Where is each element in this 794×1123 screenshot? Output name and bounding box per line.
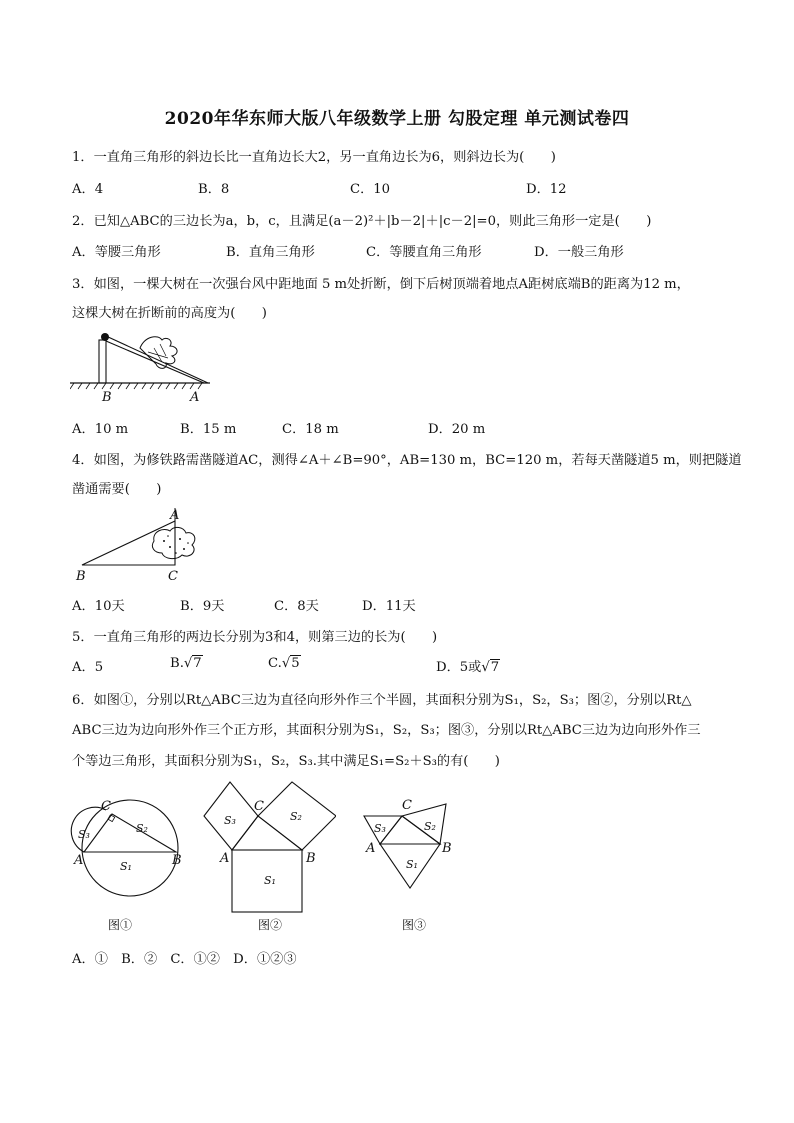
q3-label-b: B (102, 390, 112, 405)
q6-caption-3: 图③ (402, 918, 427, 932)
q2-option-d: D．一般三角形 (534, 245, 624, 260)
q6-fig3-label-a: A (366, 841, 376, 856)
q2-stem: 2．已知△ABC的三边长为a，b，c，且满足(a－2)²＋|b－2|＋|c－2|=0，则此三角形一定是( ) (72, 214, 652, 229)
q3-stem-line1: 3．如图，一棵大树在一次强台风中距地面 5 m处折断，倒下后树顶端着地点A距树底端B的距离为12 m， (72, 277, 690, 292)
q5-option-c-prefix: C. (268, 656, 282, 671)
q1-option-a: A．4 (72, 182, 104, 197)
q5-option-d-prefix: D．5或 (436, 660, 482, 675)
q4-label-c: C (168, 569, 178, 584)
q6-fig3-label-c: C (402, 798, 412, 813)
q6-fig2-label-b: B (306, 851, 316, 866)
q1-option-c: C．10 (350, 182, 391, 197)
q2-option-c: C．等腰直角三角形 (366, 245, 482, 260)
q6-caption-1: 图① (108, 918, 133, 932)
q6-fig3-label-b: B (442, 841, 452, 856)
q6-fig1-label-s2: S₂ (136, 822, 148, 835)
q6-figure-2 (196, 778, 336, 916)
q6-fig1-label-s1: S₁ (120, 860, 132, 873)
q1-stem: 1．一直角三角形的斜边长比一直角边长大2，另一直角边长为6，则斜边长为( ) (72, 150, 556, 165)
q6-fig2-label-a: A (220, 851, 230, 866)
q6-stem-line3: 个等边三角形，其面积分别为S₁，S₂，S₃.其中满足S₁=S₂＋S₃的有( ) (72, 754, 500, 769)
sqrt-icon: √7 (481, 660, 500, 675)
q6-caption-2: 图② (258, 918, 283, 932)
q6-figure-3 (360, 796, 460, 896)
q2-option-b: B．直角三角形 (226, 245, 315, 260)
q5-option-c (268, 656, 301, 671)
q5-option-a: A．5 (72, 660, 104, 675)
q6-fig1-label-c: C (101, 799, 111, 814)
q6-stem-line2: ABC三边为边向形外作三个正方形，其面积分别为S₁，S₂，S₃；图③，分别以Rt△ABC三边为边向形外作三 (72, 723, 701, 738)
q6-fig2-label-s2: S₂ (290, 810, 302, 823)
q4-label-a: A (170, 508, 180, 523)
q3-option-c: C．18 m (282, 422, 339, 437)
q3-option-d: D．20 m (428, 422, 486, 437)
q4-label-b: B (76, 569, 86, 584)
q6-fig3-label-s1: S₁ (406, 858, 418, 871)
q6-stem-line1: 6．如图①，分别以Rt△ABC三边为直径向形外作三个半圆，其面积分别为S₁，S₂，S₃；图②，分别以Rt△ (72, 693, 692, 708)
q4-option-b: B．9天 (180, 599, 225, 614)
q4-stem-line2: 凿通需要( ) (72, 482, 162, 497)
q3-tree-figure (70, 328, 220, 406)
sqrt-icon: √7 (183, 656, 202, 671)
q6-figure-1 (70, 796, 190, 908)
q2-option-a: A．等腰三角形 (72, 245, 161, 260)
q3-label-a: A (190, 390, 200, 405)
q5-option-b-prefix: B. (170, 656, 184, 671)
page-title: 2020年华东师大版八年级数学上册 勾股定理 单元测试卷四 (164, 109, 630, 129)
q3-option-b: B．15 m (180, 422, 237, 437)
q5-option-b (170, 656, 203, 671)
q1-option-d: D．12 (526, 182, 567, 197)
q4-tunnel-figure (72, 503, 222, 585)
q5-option-d-radicand: 7 (490, 660, 500, 675)
q6-fig2-label-c: C (254, 799, 264, 814)
q5-option-b-radicand: 7 (193, 656, 202, 671)
q4-option-c: C．8天 (274, 599, 319, 614)
q4-stem-line1: 4．如图，为修铁路需凿隧道AC，测得∠A＋∠B=90°，AB=130 m，BC=120 m，若每天凿隧道5 m，则把隧道 (72, 453, 742, 468)
q3-stem-line2: 这棵大树在折断前的高度为( ) (72, 306, 267, 321)
q5-option-c-radicand: 5 (291, 656, 300, 671)
q6-fig1-label-s3: S₃ (78, 828, 90, 841)
q6-fig2-label-s3: S₃ (224, 814, 236, 827)
q5-stem: 5．一直角三角形的两边长分别为3和4，则第三边的长为( ) (72, 630, 438, 645)
q3-option-a: A．10 m (72, 422, 129, 437)
q4-option-a: A．10天 (72, 599, 125, 614)
q6-fig3-label-s2: S₂ (424, 820, 436, 833)
q4-option-d: D．11天 (362, 599, 416, 614)
q6-fig2-label-s1: S₁ (264, 874, 276, 887)
q6-fig3-label-s3: S₃ (374, 822, 386, 835)
q5-option-d (436, 656, 500, 675)
q6-fig1-label-a: A (74, 853, 84, 868)
q6-options: A．① B．② C．①② D．①②③ (72, 952, 297, 967)
q1-option-b: B．8 (198, 182, 230, 197)
sqrt-icon: √5 (281, 656, 300, 671)
q6-fig1-label-b: B (172, 853, 182, 868)
